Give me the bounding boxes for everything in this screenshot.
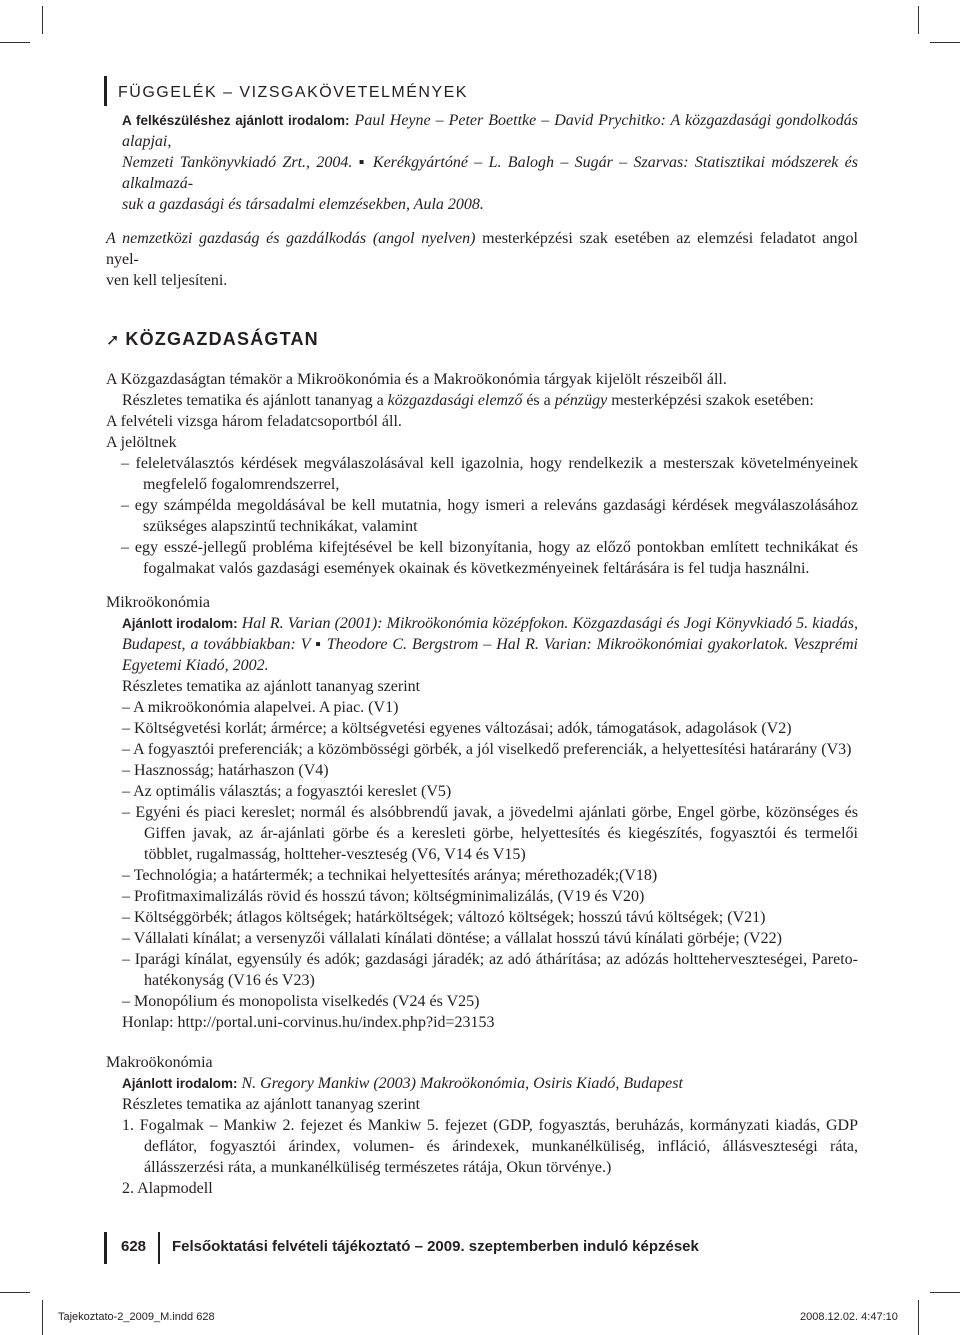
macro-title: Makroökonómia: [106, 1054, 213, 1071]
section-p2-italic-2: pénzügy: [554, 392, 608, 409]
crop-mark: [0, 42, 30, 43]
macro-lit-text: N. Gregory Mankiw (2003) Makroökonómia, Osiris Kiadó, Budapest: [237, 1075, 683, 1092]
intro-lit-label: A felkészüléshez ajánlott irodalom:: [122, 113, 350, 128]
page-number: 628: [121, 1238, 147, 1255]
crop-mark: [930, 42, 960, 43]
section-p2-b: és a: [522, 392, 555, 409]
section-p1: A Közgazdaságtan témakör a Mikroökonómia és a Makroökonómia tárgyak kijelölt részeiből áll.: [106, 371, 727, 388]
section-heading: [106, 329, 858, 351]
section-p2-a: Részletes tematika és ajánlott tananyag a: [122, 392, 388, 409]
intro-note-line2: ven kell teljesíteni.: [106, 272, 228, 289]
list-item: – feleletválasztós kérdések megválaszolásával kell igazolnia, hogy rendelkezik a mesterszak követelményeinek megfelelő fogalomrendszerrel,: [121, 455, 858, 493]
page-header-title: FÜGGELÉK – VIZSGAKÖVETELMÉNYEK: [118, 84, 468, 101]
slug-filename: Tajekoztato-2_2009_M.indd 628: [58, 1311, 215, 1323]
list-item: – egy számpélda megoldásával be kell mutatnia, hogy ismeri a releváns gazdasági kérdések megválaszolásához szükséges alapszintű technikákat, valamint: [121, 497, 858, 535]
list-item: – Hasznosság; határhaszon (V4): [122, 762, 329, 779]
micro-homepage: Honlap: http://portal.uni-corvinus.hu/index.php?id=23153: [122, 1014, 495, 1031]
list-item: – Az optimális választás; a fogyasztói kereslet (V5): [122, 783, 452, 800]
intro-lit-text-1: Paul Heyne – Peter Boettke – David Prychitko: A közgazdasági gondolkodás alapjai,: [122, 112, 859, 150]
macro-section: [106, 1052, 858, 1199]
crop-mark: [0, 1292, 30, 1293]
list-item: – Iparági kínálat, egyensúly és adók; gazdasági járadék; az adó áthárítása; az adózás holtteherveszteségei, Pareto-hatékonyság (V16 és V23): [122, 951, 858, 989]
header-rule: [104, 76, 107, 106]
micro-title: Mikroökonómia: [106, 594, 210, 611]
section-title: KÖZGAZDASÁGTAN: [125, 329, 319, 349]
footer-title: Felsőoktatási felvételi tájékoztató – 2009. szeptemberben induló képzések: [172, 1238, 699, 1255]
arrow-icon: ➚: [106, 332, 120, 349]
micro-detail: Részletes tematika az ajánlott tananyag szerint: [122, 678, 421, 695]
crop-mark: [42, 6, 43, 34]
page-content: [106, 110, 858, 1199]
macro-lit-label: Ajánlott irodalom:: [122, 1076, 238, 1091]
micro-lit-text: Hal R. Varian (2001): Mikroökonómia középfokon. Közgazdasági és Jogi Könyvkiadó 5. kiadás, Budapest, a továbbiakban: V ▪ Theodore C. Bergstrom – Hal R. Varian: Mikroökonómiai gyakorlatok. Veszprémi Egyetemi Kiadó, 2002.: [122, 615, 858, 674]
crop-mark: [918, 1300, 919, 1335]
intro-literature: [106, 110, 858, 215]
list-item: – Vállalati kínálat; a versenyzői vállalati kínálati döntése; a vállalat hosszú távú kínálati görbéje; (V22): [122, 930, 782, 947]
intro-note-italic: A nemzetközi gazdaság és gazdálkodás (angol nyelven): [106, 230, 476, 247]
section-p2-c: mesterképzési szakok esetében:: [607, 392, 814, 409]
crop-mark: [930, 1292, 960, 1293]
intro-note: [106, 228, 858, 291]
list-item: – Költségvetési korlát; ármérce; a költségvetési egyenes változásai; adók, támogatások, adagolások (V2): [122, 720, 792, 737]
list-item: – Profitmaximalizálás rövid és hosszú távon; költségminimalizálás, (V19 és V20): [122, 888, 645, 905]
section-p4: A jelöltnek: [106, 434, 177, 451]
footer-rule: [104, 1232, 107, 1264]
macro-detail: Részletes tematika az ajánlott tananyag szerint: [122, 1096, 421, 1113]
list-item: – Egyéni és piaci kereslet; normál és alsóbbrendű javak, a jövedelmi ajánlati görbe, Engel görbe, közönséges és Giffen javak, az ár-ajánlati görbe és a keresleti görbe, helyettesítés és kiegészítés, fogyasztói és termelői többlet, rugalmasság, holtteher-veszteség (V6, V14 és V15): [122, 804, 858, 863]
section-body: [106, 369, 858, 579]
list-item: – Költséggörbék; átlagos költségek; határköltségek; változó költségek; hosszú távú költségek; (V21): [122, 909, 766, 926]
section-p2-italic-1: közgazdasági elemző: [387, 392, 523, 409]
micro-section: [106, 592, 858, 1033]
footer-divider: [158, 1232, 160, 1264]
section-p3: A felvételi vizsga három feladatcsoportból áll.: [106, 413, 402, 430]
list-item: – A fogyasztói preferenciák; a közömbösségi görbék, a jól viselkedő preferenciák, a helyettesítési határarány (V3): [122, 741, 852, 758]
list-item: 2. Alapmodell: [122, 1180, 213, 1197]
list-item: – A mikroökonómia alapelvei. A piac. (V1): [122, 699, 399, 716]
intro-lit-text-2: Nemzeti Tankönyvkiadó Zrt., 2004. ▪ Kerékgyártóné – L. Balogh – Sugár – Szarvas: Statisztikai módszerek és alkalmazá-: [122, 154, 858, 192]
list-item: 1. Fogalmak – Mankiw 2. fejezet és Mankiw 5. fejezet (GDP, fogyasztás, beruházás, kormányzati kiadás, GDP deflátor, fogyasztói árindex, volumen- és árindexek, munkanélküliség, infláció, állásveszteségi ráta, állásszerzési ráta, a munkanélküliség természetes rátája, Okun törvénye.): [122, 1117, 858, 1176]
crop-mark: [42, 1300, 43, 1335]
micro-lit-label: Ajánlott irodalom:: [122, 616, 238, 631]
intro-lit-text-3: suk a gazdasági és társadalmi elemzésekben, Aula 2008.: [122, 196, 484, 213]
list-item: – Technológia; a határtermék; a technikai helyettesítés aránya; mérethozadék;(V18): [122, 867, 658, 884]
intro-note-rest: mesterképzési szak esetében az elemzési feladatot angol nyel-: [106, 230, 859, 268]
crop-mark: [918, 6, 919, 34]
list-item: – Monopólium és monopolista viselkedés (V24 és V25): [122, 993, 480, 1010]
list-item: – egy esszé-jellegű probléma kifejtésével be kell bizonyítania, hogy az előző pontokban említett technikákat és fogalmakat valós gazdasági események okainak és következményeinek feltárására is fel tudja használni.: [121, 539, 858, 577]
slug-timestamp: 2008.12.02. 4:47:10: [800, 1311, 898, 1323]
